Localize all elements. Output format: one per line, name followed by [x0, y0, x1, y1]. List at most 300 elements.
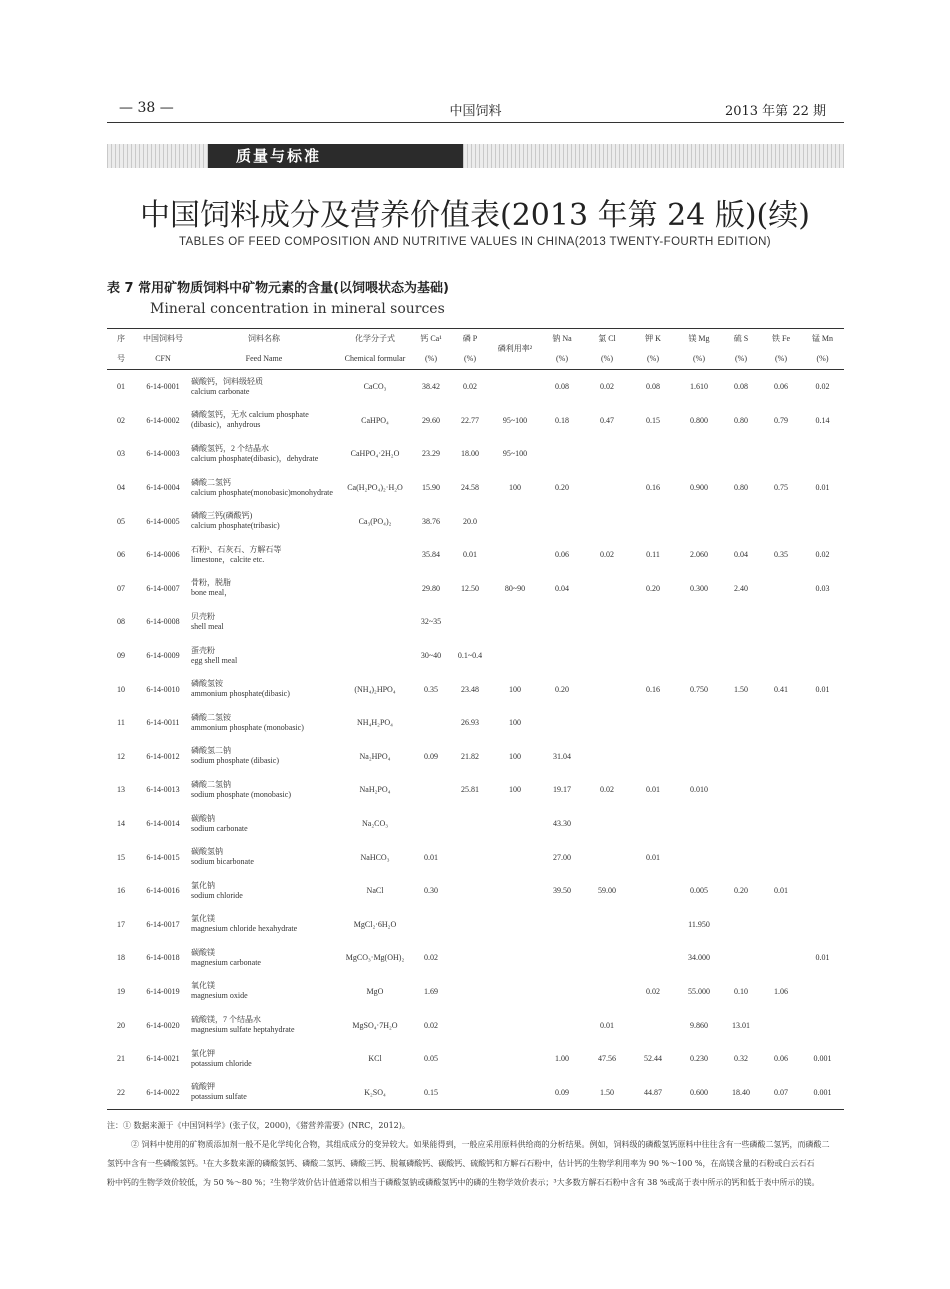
cell-cl: 59.00	[598, 886, 616, 896]
col-subheader: (%)	[585, 349, 629, 370]
cell-cfn: 6-14-0004	[146, 483, 180, 493]
col-subheader: (%)	[761, 349, 801, 370]
cell-no: 19	[117, 986, 125, 996]
feed-name-cn: 氯化钾	[191, 1048, 215, 1058]
feed-name-cn: 氯化镁	[191, 914, 215, 924]
cell-cfn: 6-14-0016	[146, 886, 180, 896]
cell-ca: 0.01	[424, 852, 438, 862]
cell-s: 0.32	[734, 1054, 748, 1064]
feed-name-en: limestone，calcite etc.	[191, 554, 265, 564]
cell-s: 0.04	[734, 550, 748, 560]
cell-f: MgSO₄·7H₂O	[352, 1020, 398, 1030]
cell-mn: 0.03	[815, 583, 830, 593]
cell-cl: 47.56	[598, 1054, 616, 1064]
cell-ca: 30~40	[420, 651, 442, 661]
cell-fe	[761, 706, 801, 740]
cell-na: 27.00	[553, 852, 571, 862]
feed-name-cn: 骨粉，脱脂	[191, 578, 231, 588]
cell-p: 26.93	[461, 718, 479, 728]
cell-fe: 0.35	[774, 550, 788, 560]
cell-mn	[801, 605, 844, 639]
cell-fe: 1.06	[774, 986, 788, 996]
cell-cfn: 6-14-0002	[146, 415, 180, 425]
cell-pu: 100	[509, 718, 521, 728]
cell-mg: 2.060	[690, 550, 708, 560]
cell-cfn: 6-14-0018	[146, 953, 180, 963]
cell-k: 0.02	[646, 986, 660, 996]
feed-name-cell	[191, 874, 337, 908]
cell-cfn: 6-14-0021	[146, 1054, 180, 1064]
cell-fe	[761, 605, 801, 639]
cell-mn: 0.001	[813, 1054, 832, 1064]
cell-mn: 0.01	[815, 684, 830, 694]
cell-f: CaCO₃	[363, 382, 387, 392]
cell-mg	[677, 740, 721, 774]
feed-name-cell	[191, 740, 337, 774]
cell-na: 39.50	[553, 886, 571, 896]
cell-ca: 1.69	[424, 986, 438, 996]
col-subheader: (%)	[449, 349, 491, 370]
cell-s	[721, 639, 761, 673]
table-row	[107, 370, 844, 404]
feed-name-en: magnesium chloride hexahydrate	[191, 924, 298, 934]
feed-name-cell	[191, 908, 337, 942]
cell-cl	[585, 471, 629, 505]
cell-k	[629, 1008, 677, 1042]
cell-cfn: 6-14-0003	[146, 449, 180, 459]
cell-k	[629, 874, 677, 908]
col-subheader: (%)	[721, 349, 761, 370]
cell-ca: 0.02	[424, 1020, 438, 1030]
cell-cfn: 6-14-0009	[146, 651, 180, 661]
cell-na: 31.04	[553, 751, 571, 761]
page-number: — 38 —	[119, 100, 174, 116]
col-subheader: (%)	[629, 349, 677, 370]
table-row	[107, 1042, 844, 1076]
cell-mg: 0.010	[690, 785, 708, 795]
feed-name-cell	[191, 975, 337, 1009]
col-header: 中国饲料号	[135, 329, 191, 350]
col-subheader: (%)	[801, 349, 844, 370]
cell-s: 0.80	[734, 415, 748, 425]
feed-name-en: calcium phosphate(dibasic)，dehydrate	[191, 453, 319, 463]
cell-na	[539, 975, 585, 1009]
cell-na	[539, 437, 585, 471]
cell-k: 52.44	[644, 1054, 662, 1064]
cell-ca	[413, 908, 449, 942]
cell-fe: 0.75	[774, 483, 788, 493]
feed-name-en: sodium bicarbonate	[191, 857, 254, 867]
cell-mn: 0.14	[815, 415, 830, 425]
cell-mg: 0.600	[677, 1075, 721, 1109]
feed-name-en: magnesium sulfate heptahydrate	[191, 1025, 295, 1035]
cell-f	[337, 572, 413, 606]
feed-name-cell	[191, 370, 337, 404]
feed-name-cn: 硫酸镁，7 个结晶水	[191, 1015, 261, 1025]
feed-name-cell	[191, 605, 337, 639]
cell-cfn: 6-14-0017	[146, 919, 180, 929]
cell-na: 0.04	[555, 583, 569, 593]
feed-name-en: calcium phosphate(monobasic)monohydrate	[191, 487, 333, 497]
cell-k	[629, 908, 677, 942]
note-line: 粉中钙的生物学效价较低，为 50 %～80 %；²生物学效价估计值通常以相当于磷酸氢钠或磷酸氢钙中的磷的生物学效价表示；³大多数方解石石粉中含有 38 %或高于表中所示的钙和低于表中所示的镁。	[107, 1178, 820, 1187]
cell-no: 05	[117, 516, 125, 526]
cell-s	[721, 807, 761, 841]
cell-ca: 38.76	[422, 516, 440, 526]
feed-name-en: shell meal	[191, 621, 224, 631]
feed-name-en: sodium carbonate	[191, 823, 248, 833]
table-row	[107, 538, 844, 572]
cell-pu: 100	[509, 785, 521, 795]
cell-p	[449, 941, 491, 975]
table-row	[107, 740, 844, 774]
cell-mn: 0.01	[815, 953, 830, 963]
feed-name-cn: 磷酸氢钙，无水 calcium phosphate	[191, 410, 309, 420]
cell-fe: 0.06	[774, 382, 788, 392]
feed-name-cn: 磷酸二氢钙	[191, 477, 231, 487]
cell-cfn: 6-14-0013	[146, 785, 180, 795]
cell-f: Ca₃(PO₄)₂	[358, 516, 392, 526]
cell-p	[449, 1075, 491, 1109]
table-row	[107, 1075, 844, 1109]
cell-pu	[491, 538, 539, 572]
cell-no: 20	[117, 1020, 125, 1030]
cell-no: 09	[117, 651, 125, 661]
header-row-bottom	[107, 349, 844, 370]
cell-cl	[585, 639, 629, 673]
cell-s: 1.50	[734, 684, 748, 694]
cell-k: 0.16	[646, 483, 660, 493]
feed-name-cell	[191, 471, 337, 505]
cell-k: 0.20	[646, 583, 660, 593]
table-row	[107, 572, 844, 606]
table-row	[107, 840, 844, 874]
cell-mg	[677, 639, 721, 673]
cell-cfn: 6-14-0001	[146, 382, 180, 392]
cell-mn	[801, 807, 844, 841]
cell-cl: 0.02	[600, 550, 614, 560]
feed-name-cell	[191, 807, 337, 841]
feed-name-en: magnesium carbonate	[191, 957, 261, 967]
cell-k	[629, 740, 677, 774]
article-subtitle: TABLES OF FEED COMPOSITION AND NUTRITIVE VALUES IN CHINA(2013 TWENTY-FOURTH EDITION)	[178, 236, 772, 248]
cell-mg	[677, 840, 721, 874]
col-header: 镁 Mg	[677, 329, 721, 350]
feed-name-cn: 磷酸三钙(磷酸钙)	[191, 511, 253, 521]
feed-name-cell	[191, 639, 337, 673]
cell-mg: 34.000	[688, 953, 710, 963]
cell-f: NaH₂PO₄	[359, 785, 391, 795]
feed-name-cn: 石粉³、石灰石、方解石等	[191, 544, 282, 554]
feed-name-en: sodium phosphate (dibasic)	[191, 756, 279, 766]
cell-fe	[761, 504, 801, 538]
cell-pu: 100	[509, 483, 521, 493]
cell-pu: 95~100	[502, 415, 528, 425]
cell-na: 0.06	[555, 550, 569, 560]
cell-s: 13.01	[732, 1020, 750, 1030]
cell-ca: 0.15	[413, 1075, 449, 1109]
cell-mn	[801, 1008, 844, 1042]
cell-mg: 0.005	[690, 886, 708, 896]
feed-name-cn: 碳酸钠	[191, 813, 215, 823]
section-label: 质量与标准	[208, 144, 463, 168]
feed-name-cell	[191, 572, 337, 606]
col-subheader: (%)	[539, 349, 585, 370]
cell-no: 04	[117, 483, 125, 493]
feed-name-cn: 磷酸氢铵	[191, 679, 223, 689]
cell-s: 0.20	[734, 886, 748, 896]
cell-pu	[491, 908, 539, 942]
cell-f: NaHCO₃	[360, 852, 390, 862]
mineral-table	[107, 328, 844, 1110]
cell-s	[721, 941, 761, 975]
col-header: 钙 Ca¹	[413, 329, 449, 350]
feed-name-en: calcium carbonate	[191, 386, 250, 396]
cell-f: CaHPO₄	[361, 415, 389, 425]
cell-mn	[801, 874, 844, 908]
col-header: 氯 Cl	[585, 329, 629, 350]
cell-no: 02	[117, 415, 125, 425]
table-row	[107, 773, 844, 807]
cell-mg	[677, 504, 721, 538]
cell-p	[449, 807, 491, 841]
cell-cl	[585, 572, 629, 606]
cell-pu	[491, 370, 539, 404]
cell-f: Ca(H₂PO₄)₂·H₂O	[347, 483, 403, 493]
cell-f: Na₂HPO₄	[359, 751, 391, 761]
cell-ca: 23.29	[422, 449, 440, 459]
cell-f	[337, 605, 413, 639]
cell-mg	[677, 437, 721, 471]
cell-pu: 80~90	[504, 583, 526, 593]
col-subheader: Feed Name	[191, 349, 337, 370]
cell-pu	[491, 975, 539, 1009]
table-notes	[107, 1116, 844, 1192]
cell-pu	[491, 639, 539, 673]
cell-cfn: 6-14-0019	[146, 986, 180, 996]
feed-name-en: potassium sulfate	[191, 1092, 247, 1102]
cell-ca: 29.60	[422, 415, 440, 425]
feed-name-en: sodium phosphate (monobasic)	[191, 789, 291, 799]
cell-no: 10	[117, 684, 125, 694]
cell-p	[449, 840, 491, 874]
feed-name-en: sodium chloride	[191, 890, 243, 900]
cell-p: 23.48	[461, 684, 479, 694]
cell-fe	[761, 740, 801, 774]
cell-mg: 1.610	[690, 382, 708, 392]
cell-k: 0.08	[646, 382, 660, 392]
cell-cl	[585, 504, 629, 538]
cell-p: 22.77	[461, 415, 479, 425]
cell-no: 03	[117, 449, 125, 459]
cell-p: 0.1~0.4	[457, 651, 483, 661]
cell-ca: 0.02	[424, 953, 438, 963]
cell-cl	[585, 807, 629, 841]
cell-fe	[761, 840, 801, 874]
cell-pu	[491, 504, 539, 538]
feed-name-cell	[191, 538, 337, 572]
cell-no: 12	[117, 751, 125, 761]
cell-f	[337, 538, 413, 572]
table-row	[107, 874, 844, 908]
cell-na	[539, 639, 585, 673]
cell-no: 07	[117, 583, 125, 593]
cell-mg	[677, 807, 721, 841]
note-line: 注：① 数据来源于《中国饲料学》(张子仪，2000)，《猪营养需要》(NRC，2012)。	[107, 1121, 410, 1130]
cell-p	[449, 908, 491, 942]
feed-name-cn: 磷酸氢钙，2 个结晶水	[191, 443, 269, 453]
feed-name-cell	[191, 437, 337, 471]
cell-k	[629, 807, 677, 841]
cell-cfn: 6-14-0011	[146, 718, 180, 728]
cell-no: 06	[117, 550, 125, 560]
cell-p	[449, 1008, 491, 1042]
article-title: 中国饲料成分及营养价值表(2013 年第 24 版)(续)	[140, 198, 810, 233]
cell-f: CaHPO₄·2H₂O	[350, 449, 400, 459]
cell-na	[539, 941, 585, 975]
cell-cl: 0.01	[600, 1020, 614, 1030]
cell-no: 13	[117, 785, 125, 795]
cell-na: 1.00	[555, 1054, 569, 1064]
table-row	[107, 941, 844, 975]
cell-pu	[491, 605, 539, 639]
cell-k	[629, 706, 677, 740]
table-row	[107, 471, 844, 505]
cell-fe: 0.01	[774, 886, 788, 896]
cell-mn	[801, 840, 844, 874]
feed-name-cell	[191, 672, 337, 706]
cell-pu: 95~100	[502, 449, 528, 459]
cell-s	[721, 773, 761, 807]
cell-p: 0.01	[463, 550, 477, 560]
cell-cl: 0.02	[600, 382, 614, 392]
cell-s	[721, 908, 761, 942]
feed-name-cn: 磷酸二氢铵	[191, 712, 231, 722]
cell-s	[721, 740, 761, 774]
cell-ca	[413, 706, 449, 740]
cell-fe: 0.79	[774, 415, 788, 425]
cell-s: 0.80	[734, 483, 748, 493]
cell-cl	[585, 437, 629, 471]
feed-name-cell	[191, 1075, 337, 1109]
running-header	[107, 100, 844, 123]
cell-fe	[761, 807, 801, 841]
cell-cl	[585, 740, 629, 774]
cell-mn	[801, 908, 844, 942]
table-row	[107, 504, 844, 538]
cell-no: 18	[117, 953, 125, 963]
cell-ca: 0.09	[424, 751, 438, 761]
cell-ca	[413, 807, 449, 841]
col-header: 锰 Mn	[801, 329, 844, 350]
cell-p: 24.58	[461, 483, 479, 493]
col-header: 铁 Fe	[761, 329, 801, 350]
feed-name-cell	[191, 840, 337, 874]
cell-cl: 0.47	[600, 415, 614, 425]
feed-name-cn: 磷酸氢二钠	[191, 746, 231, 756]
cell-no: 01	[117, 382, 125, 392]
cell-mn: 0.001	[801, 1075, 844, 1109]
cell-cfn: 6-14-0014	[146, 819, 180, 829]
cell-cfn: 6-14-0020	[146, 1020, 180, 1030]
cell-na: 0.20	[555, 684, 569, 694]
feed-name-en: egg shell meal	[191, 655, 238, 665]
cell-k: 0.15	[646, 415, 660, 425]
cell-mn	[801, 706, 844, 740]
col-header: 磷 P	[449, 329, 491, 350]
cell-mg: 0.230	[690, 1054, 708, 1064]
cell-ca: 32~35	[420, 617, 442, 627]
cell-p	[449, 605, 491, 639]
col-subheader: 号	[107, 349, 135, 370]
cell-s: 2.40	[734, 583, 748, 593]
cell-k	[629, 941, 677, 975]
cell-no: 22	[107, 1075, 135, 1109]
feed-name-en: bone meal，	[191, 588, 233, 598]
cell-p: 18.00	[461, 449, 479, 459]
cell-p: 21.82	[461, 751, 479, 761]
cell-cfn: 6-14-0010	[146, 684, 180, 694]
cell-na	[539, 1008, 585, 1042]
cell-mn	[801, 639, 844, 673]
cell-no: 08	[117, 617, 125, 627]
cell-k	[629, 605, 677, 639]
cell-mg: 0.750	[690, 684, 708, 694]
cell-f: (NH₄)₂HPO₄	[354, 684, 396, 694]
table-caption: 表 7 常用矿物质饲料中矿物元素的含量(以饲喂状态为基础)	[107, 281, 449, 296]
cell-no: 11	[117, 718, 125, 728]
feed-name-cn: 贝壳粉	[191, 611, 215, 621]
cell-na: 0.20	[555, 483, 569, 493]
cell-f: KCl	[368, 1054, 382, 1064]
cell-fe	[761, 572, 801, 606]
cell-cfn: 6-14-0012	[146, 751, 180, 761]
feed-name-en: calcium phosphate(tribasic)	[191, 521, 280, 531]
table-row	[107, 605, 844, 639]
cell-s	[721, 605, 761, 639]
feed-name-en: ammonium phosphate(dibasic)	[191, 689, 290, 699]
cell-k	[629, 437, 677, 471]
cell-fe	[761, 941, 801, 975]
cell-ca: 15.90	[422, 483, 440, 493]
cell-fe	[761, 1008, 801, 1042]
cell-cfn: 6-14-0008	[146, 617, 180, 627]
col-header: 硫 S	[721, 329, 761, 350]
cell-na: 43.30	[553, 819, 571, 829]
cell-mn	[801, 740, 844, 774]
cell-na	[539, 605, 585, 639]
cell-no: 14	[117, 819, 125, 829]
table-row	[107, 706, 844, 740]
feed-name-en: magnesium oxide	[191, 991, 248, 1001]
cell-f	[337, 639, 413, 673]
feed-name-cn: 磷酸二氢钠	[191, 779, 231, 789]
col-header: 钾 K	[629, 329, 677, 350]
cell-p	[449, 874, 491, 908]
note-line: ② 饲料中使用的矿物质添加剂一般不是化学纯化合物，其组成成分的变异较大。如果能得到，一般应采用原料供给商的分析结果。例如，饲料级的磷酸氢钙原料中往往含有一些磷酸二氢钙，而磷酸二	[131, 1140, 830, 1149]
cell-mn	[801, 504, 844, 538]
table-caption-en: Mineral concentration in mineral sources	[150, 301, 445, 317]
cell-cfn: 6-14-0022	[135, 1075, 191, 1109]
cell-mg	[677, 706, 721, 740]
cell-fe: 0.07	[761, 1075, 801, 1109]
feed-name-cell	[191, 706, 337, 740]
feed-name-cell	[191, 1042, 337, 1076]
cell-cfn: 6-14-0015	[146, 852, 180, 862]
cell-pu	[491, 941, 539, 975]
cell-s: 0.08	[734, 382, 748, 392]
cell-pu	[491, 807, 539, 841]
